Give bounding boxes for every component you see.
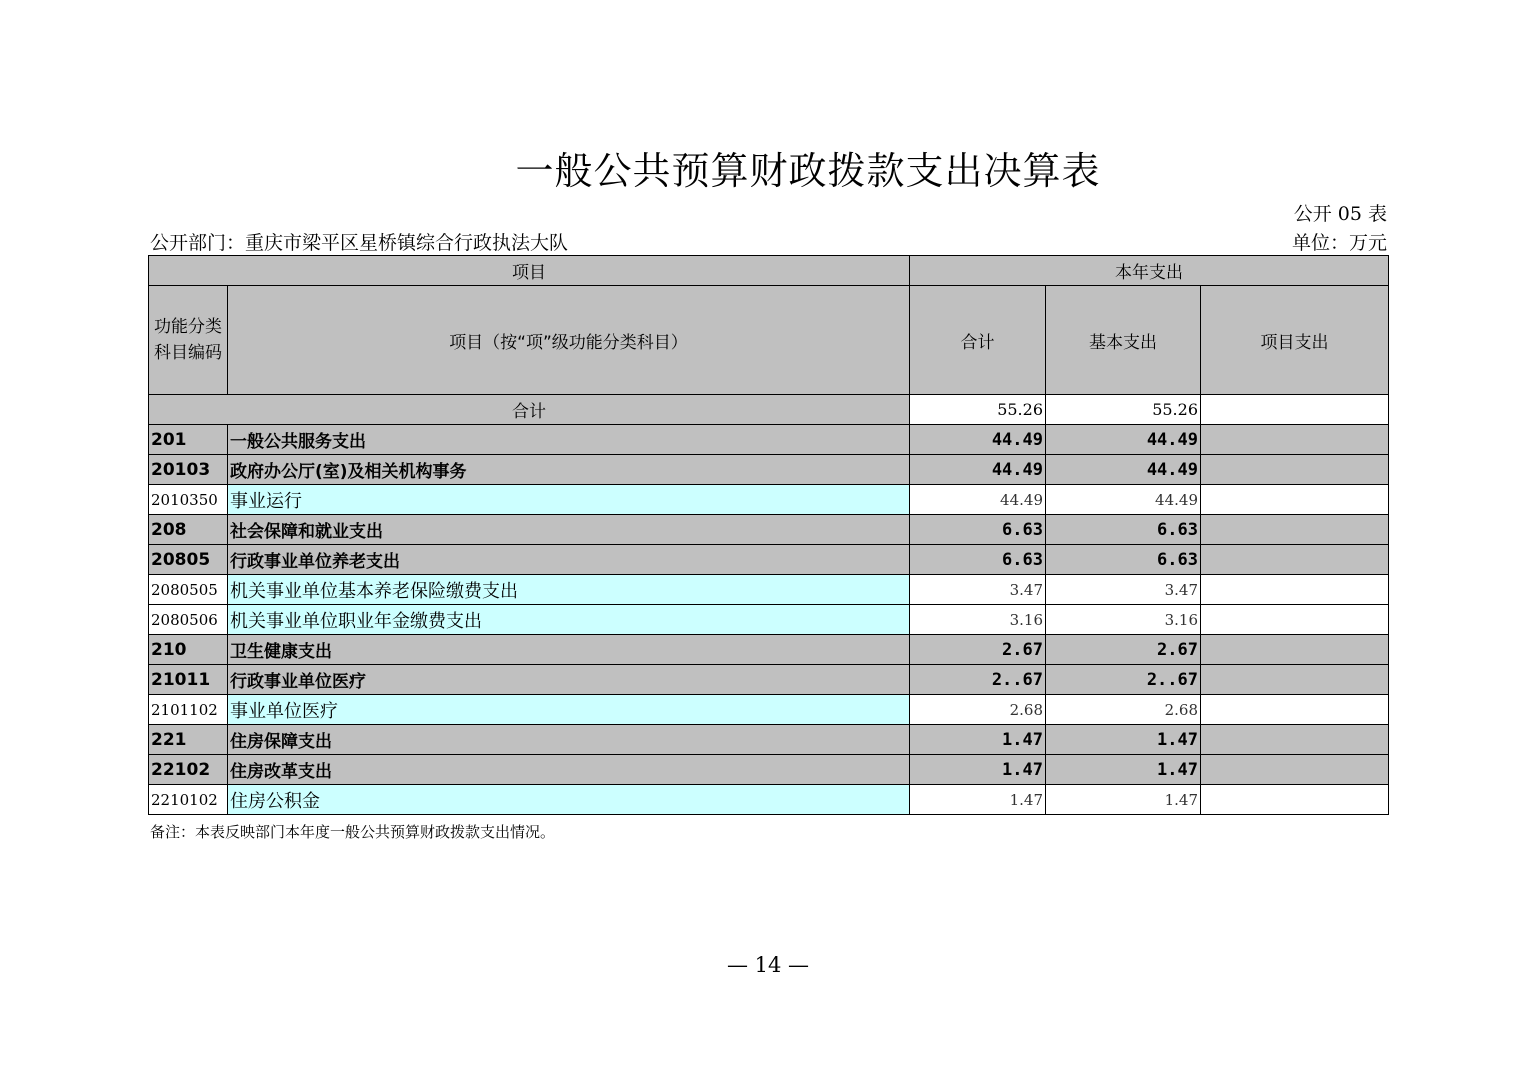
- row-total: 2..67: [910, 665, 1046, 695]
- row-basic: 1.47: [1046, 785, 1201, 815]
- total-row: [149, 395, 1389, 425]
- row-name: 住房保障支出: [228, 725, 910, 755]
- table-row: [149, 605, 1389, 635]
- table-row: [149, 425, 1389, 455]
- row-name: 事业单位医疗: [228, 695, 910, 725]
- row-total: 2.68: [910, 695, 1046, 725]
- row-project: [1201, 785, 1389, 815]
- row-code: 210: [149, 635, 228, 665]
- page-title: 一般公共预算财政拨款支出决算表: [515, 149, 1101, 193]
- table-row: [149, 515, 1389, 545]
- row-total: 44.49: [910, 455, 1046, 485]
- header-item: 项目: [149, 256, 910, 286]
- total-basic: 55.26: [1046, 395, 1201, 425]
- unit-label: 单位：万元: [1291, 232, 1387, 254]
- row-code: 22102: [149, 755, 228, 785]
- table-row: [149, 695, 1389, 725]
- header-code: 功能分类科目编码: [149, 286, 228, 395]
- row-code: 2210102: [149, 785, 228, 815]
- header-basic: 基本支出: [1046, 286, 1201, 395]
- row-project: [1201, 665, 1389, 695]
- row-name: 一般公共服务支出: [228, 425, 910, 455]
- row-project: [1201, 605, 1389, 635]
- row-project: [1201, 575, 1389, 605]
- row-code: 208: [149, 515, 228, 545]
- row-project: [1201, 425, 1389, 455]
- row-code: 2101102: [149, 695, 228, 725]
- row-total: 1.47: [910, 755, 1046, 785]
- row-project: [1201, 695, 1389, 725]
- row-basic: 6.63: [1046, 515, 1201, 545]
- table-row: [149, 455, 1389, 485]
- expenditure-table: [148, 255, 1389, 815]
- row-total: 6.63: [910, 515, 1046, 545]
- row-total: 1.47: [910, 725, 1046, 755]
- header-project: 项目支出: [1201, 286, 1389, 395]
- row-basic: 3.47: [1046, 575, 1201, 605]
- row-code: 21011: [149, 665, 228, 695]
- row-name: 住房改革支出: [228, 755, 910, 785]
- row-basic: 3.16: [1046, 605, 1201, 635]
- table-row: [149, 755, 1389, 785]
- row-project: [1201, 755, 1389, 785]
- row-name: 政府办公厅(室)及相关机构事务: [228, 455, 910, 485]
- row-code: 2080505: [149, 575, 228, 605]
- total-label: 合计: [149, 395, 910, 425]
- row-name: 社会保障和就业支出: [228, 515, 910, 545]
- table-row: [149, 575, 1389, 605]
- row-basic: 44.49: [1046, 455, 1201, 485]
- row-project: [1201, 725, 1389, 755]
- row-name: 机关事业单位基本养老保险缴费支出: [228, 575, 910, 605]
- header-total: 合计: [910, 286, 1046, 395]
- row-code: 201: [149, 425, 228, 455]
- page-number: — 14 —: [726, 953, 810, 977]
- row-basic: 6.63: [1046, 545, 1201, 575]
- row-project: [1201, 545, 1389, 575]
- table-row: [149, 485, 1389, 515]
- row-basic: 1.47: [1046, 755, 1201, 785]
- row-name: 行政事业单位养老支出: [228, 545, 910, 575]
- footnote: 备注：本表反映部门本年度一般公共预算财政拨款支出情况。: [150, 823, 556, 841]
- row-basic: 2..67: [1046, 665, 1201, 695]
- row-total: 6.63: [910, 545, 1046, 575]
- row-basic: 44.49: [1046, 425, 1201, 455]
- row-project: [1201, 515, 1389, 545]
- row-project: [1201, 485, 1389, 515]
- row-name: 事业运行: [228, 485, 910, 515]
- total-project: [1201, 395, 1389, 425]
- form-number: 公开 05 表: [1293, 203, 1387, 225]
- row-total: 3.16: [910, 605, 1046, 635]
- row-name: 行政事业单位医疗: [228, 665, 910, 695]
- row-name: 机关事业单位职业年金缴费支出: [228, 605, 910, 635]
- row-name: 卫生健康支出: [228, 635, 910, 665]
- header-item-name: 项目（按“项”级功能分类科目）: [228, 286, 910, 395]
- row-code: 2010350: [149, 485, 228, 515]
- row-code: 20805: [149, 545, 228, 575]
- row-total: 1.47: [910, 785, 1046, 815]
- row-code: 221: [149, 725, 228, 755]
- table-row: [149, 785, 1389, 815]
- row-total: 2.67: [910, 635, 1046, 665]
- row-basic: 2.67: [1046, 635, 1201, 665]
- header-current-year: 本年支出: [910, 256, 1389, 286]
- department-label: 公开部门：重庆市梁平区星桥镇综合行政执法大队: [150, 232, 569, 254]
- total-value: 55.26: [910, 395, 1046, 425]
- table-row: [149, 725, 1389, 755]
- table-row: [149, 545, 1389, 575]
- row-total: 44.49: [910, 485, 1046, 515]
- row-code: 20103: [149, 455, 228, 485]
- table-row: [149, 665, 1389, 695]
- table-row: [149, 635, 1389, 665]
- row-project: [1201, 455, 1389, 485]
- row-name: 住房公积金: [228, 785, 910, 815]
- row-project: [1201, 635, 1389, 665]
- row-basic: 44.49: [1046, 485, 1201, 515]
- row-total: 44.49: [910, 425, 1046, 455]
- row-basic: 1.47: [1046, 725, 1201, 755]
- row-code: 2080506: [149, 605, 228, 635]
- row-basic: 2.68: [1046, 695, 1201, 725]
- row-total: 3.47: [910, 575, 1046, 605]
